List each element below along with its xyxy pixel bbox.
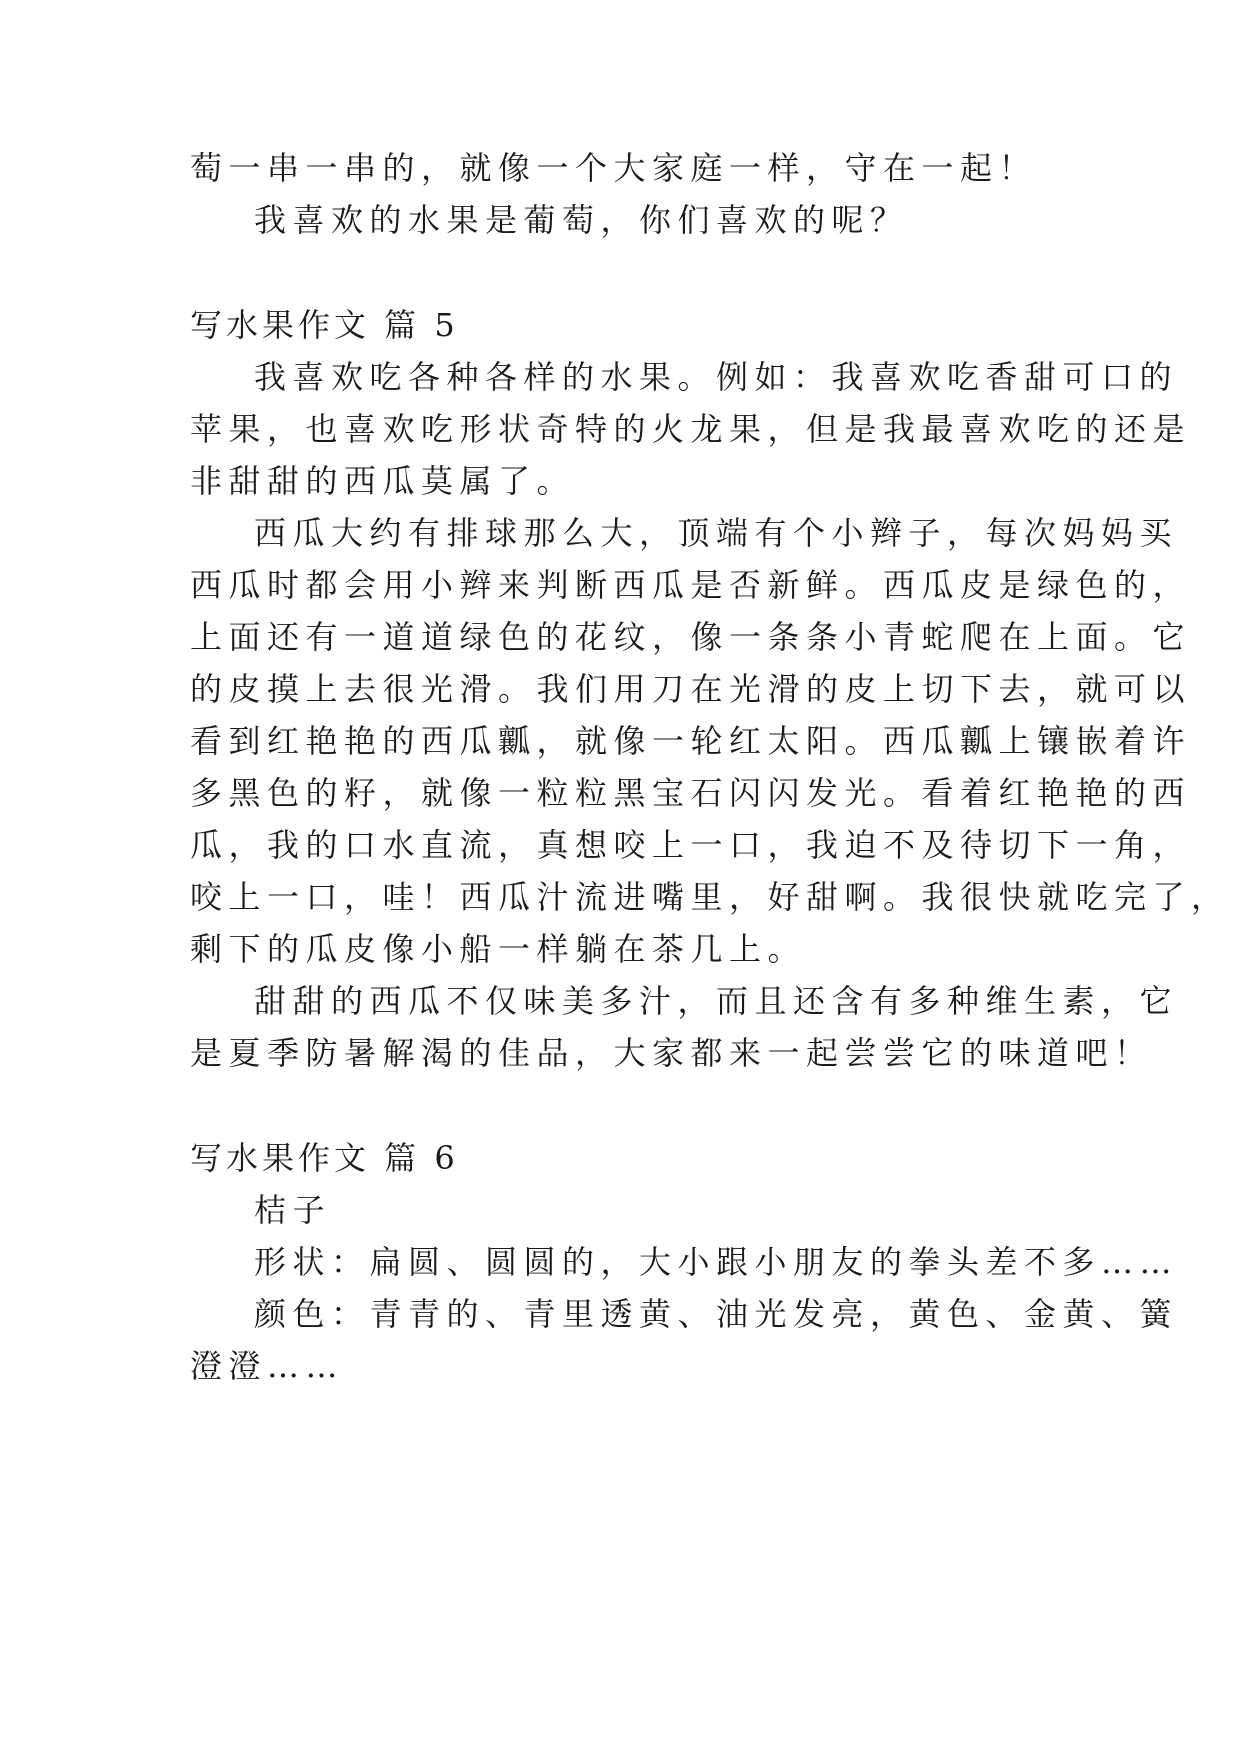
paragraph-line: 的皮摸上去很光滑。我们用刀在光滑的皮上切下去，就可以	[190, 670, 1192, 708]
paragraph-line: 多黑色的籽，就像一粒粒黑宝石闪闪发光。看着红艳艳的西	[190, 774, 1192, 812]
paragraph-line: 甜甜的西瓜不仅味美多汁，而且还含有多种维生素，它	[254, 982, 1179, 1020]
paragraph-line: 萄一串一串的，就像一个大家庭一样，守在一起！	[190, 149, 1038, 187]
paragraph-line: 我喜欢的水果是葡萄，你们喜欢的呢？	[254, 201, 909, 239]
paragraph-line: 非甜甜的西瓜莫属了。	[190, 462, 576, 500]
paragraph-line: 剩下的瓜皮像小船一样躺在茶几上。	[190, 930, 807, 968]
paragraph-line: 苹果，也喜欢吃形状奇特的火龙果，但是我最喜欢吃的还是	[190, 410, 1192, 448]
paragraph-line: 桔子	[254, 1191, 332, 1229]
paragraph-line: 上面还有一道道绿色的花纹，像一条条小青蛇爬在上面。它	[190, 618, 1192, 656]
paragraph-line: 瓜，我的口水直流，真想咬上一口，我迫不及待切下一角，	[190, 826, 1192, 864]
paragraph-line: 西瓜大约有排球那么大，顶端有个小辫子，每次妈妈买	[254, 514, 1179, 552]
paragraph-line: 形状：扁圆、圆圆的，大小跟小朋友的拳头差不多……	[254, 1243, 1179, 1281]
paragraph-line: 我喜欢吃各种各样的水果。例如：我喜欢吃香甜可口的	[254, 358, 1179, 396]
paragraph-line: 澄澄……	[190, 1347, 345, 1385]
section-heading-5: 写水果作文 篇 5	[190, 306, 459, 344]
paragraph-line: 看到红艳艳的西瓜瓤，就像一轮红太阳。西瓜瓤上镶嵌着许	[190, 722, 1192, 760]
paragraph-line: 咬上一口，哇！西瓜汁流进嘴里，好甜啊。我很快就吃完了，	[190, 878, 1230, 916]
section-heading-6: 写水果作文 篇 6	[190, 1139, 459, 1177]
paragraph-line: 西瓜时都会用小辫来判断西瓜是否新鲜。西瓜皮是绿色的，	[190, 566, 1192, 604]
paragraph-line: 颜色：青青的、青里透黄、油光发亮，黄色、金黄、簧	[254, 1295, 1179, 1333]
paragraph-line: 是夏季防暑解渴的佳品，大家都来一起尝尝它的味道吧！	[190, 1034, 1153, 1072]
